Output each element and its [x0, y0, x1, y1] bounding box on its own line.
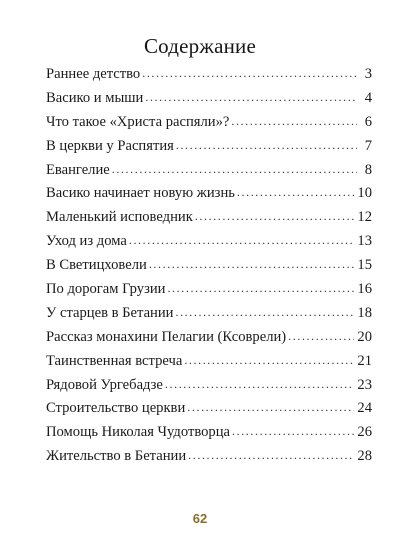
dot-leader — [231, 110, 357, 134]
dot-leader — [232, 420, 354, 444]
toc-entry — [46, 278, 372, 302]
toc-entry-title: Что такое «Христа распяли»? — [46, 113, 230, 130]
toc-entry — [46, 182, 372, 206]
toc-entry — [46, 374, 372, 398]
toc-entry-page: 10 — [357, 185, 372, 202]
toc-entry — [46, 87, 372, 111]
dot-leader — [184, 349, 354, 373]
dot-leader — [167, 277, 354, 301]
dot-leader — [129, 229, 355, 253]
toc-entry-page: 23 — [357, 376, 372, 393]
toc-entry-title: Рассказ монахини Пелагии (Ксоврели) — [46, 328, 287, 345]
dot-leader — [142, 62, 357, 86]
toc-entry-title: Уход из дома — [46, 233, 127, 250]
dot-leader — [145, 86, 357, 110]
toc-entry-page: 20 — [357, 328, 372, 345]
toc-entry-page: 21 — [357, 352, 372, 369]
toc-entry-page: 26 — [357, 424, 372, 441]
toc-entry — [46, 397, 372, 421]
toc-entry — [46, 302, 372, 326]
toc-entry — [46, 445, 372, 469]
toc-entry-title: У старцев в Бетании — [46, 304, 174, 321]
toc-entry-title: По дорогам Грузии — [46, 281, 166, 298]
toc-entry-title: В церкви у Распятия — [46, 137, 174, 154]
toc-entry-page: 18 — [357, 304, 372, 321]
dot-leader — [112, 158, 357, 182]
toc-entry-page: 4 — [364, 89, 372, 106]
dot-leader — [175, 301, 354, 325]
toc-entry-title: Жительство в Бетании — [46, 448, 187, 465]
dot-leader — [188, 444, 354, 468]
toc-entry-page: 28 — [357, 448, 372, 465]
toc-entry — [46, 421, 372, 445]
toc-entry-page: 16 — [357, 281, 372, 298]
toc-entry — [46, 230, 372, 254]
dot-leader — [165, 373, 355, 397]
toc-entry-title: Таинственная встреча — [46, 352, 183, 369]
toc-entry — [46, 63, 372, 87]
toc-entry-page: 7 — [364, 137, 372, 154]
toc-entry — [46, 135, 372, 159]
toc-entry-title: В Светицховели — [46, 257, 147, 274]
dot-leader — [149, 253, 355, 277]
toc-entry — [46, 326, 372, 350]
toc-entry-page: 15 — [357, 257, 372, 274]
toc-entry-page: 3 — [364, 66, 372, 82]
table-of-contents — [46, 63, 372, 469]
dot-leader — [237, 181, 355, 205]
toc-entry — [46, 111, 372, 135]
dot-leader — [176, 134, 357, 158]
toc-entry — [46, 254, 372, 278]
toc-entry — [46, 350, 372, 374]
toc-entry — [46, 159, 372, 183]
toc-entry-title: Евангелие — [46, 161, 110, 178]
toc-entry-title: Маленький исповедник — [46, 209, 193, 226]
toc-entry-title: Строительство церкви — [46, 400, 186, 417]
toc-entry-title: Васико и мыши — [46, 89, 144, 106]
toc-entry-title: Раннее детство — [46, 66, 141, 82]
toc-entry-title: Помощь Николая Чудотворца — [46, 424, 230, 441]
toc-entry-page: 24 — [357, 400, 372, 417]
toc-entry-page: 8 — [364, 161, 372, 178]
dot-leader — [288, 325, 354, 349]
dot-leader — [195, 205, 355, 229]
toc-entry — [46, 206, 372, 230]
toc-entry-page: 6 — [364, 113, 372, 130]
dot-leader — [187, 396, 354, 420]
toc-entry-title: Васико начинает новую жизнь — [46, 185, 235, 202]
toc-entry-page: 12 — [357, 209, 372, 226]
toc-entry-title: Рядовой Ургебадзе — [46, 376, 163, 393]
page-number: 62 — [192, 511, 208, 526]
contents-heading: Содержание — [143, 34, 257, 58]
toc-entry-page: 13 — [357, 233, 372, 250]
